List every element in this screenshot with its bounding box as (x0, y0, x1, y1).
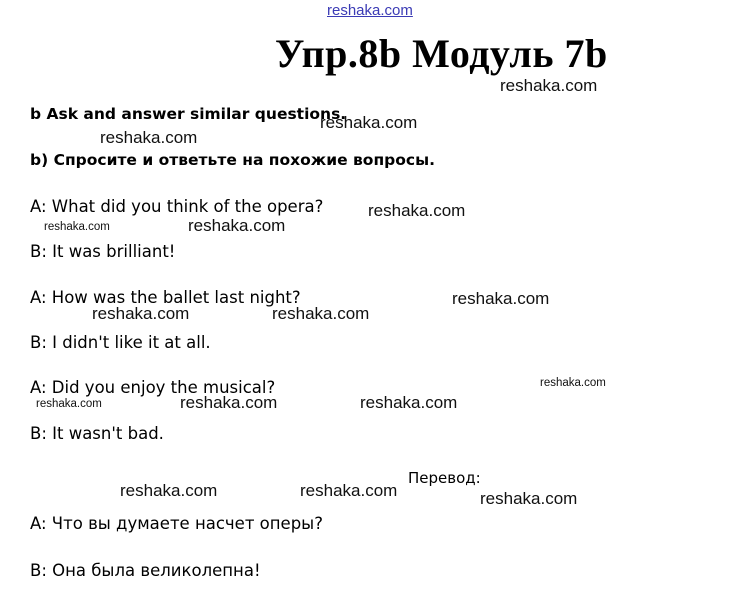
watermark: reshaka.com (120, 481, 218, 500)
translation-label: Перевод: (408, 469, 481, 487)
watermark: reshaka.com (180, 393, 278, 412)
watermark: reshaka.com (272, 304, 370, 323)
page-title: Упр.8b Модуль 7b (275, 31, 608, 76)
dialogue-line-2: B: It was brilliant! (30, 242, 176, 261)
watermark: reshaka.com (500, 76, 598, 95)
dialogue-line-5: A: Did you enjoy the musical? (30, 378, 276, 397)
watermark: reshaka.com (452, 289, 550, 308)
watermark: reshaka.com (44, 221, 110, 233)
watermark: reshaka.com (188, 216, 286, 235)
dialogue-line-3: A: How was the ballet last night? (30, 288, 301, 307)
instruction-english: b Ask and answer similar questions. (30, 105, 347, 123)
dialogue-line-6: B: It wasn't bad. (30, 424, 164, 443)
watermark: reshaka.com (300, 481, 398, 500)
translation-line-1: A: Что вы думаете насчет оперы? (30, 514, 323, 533)
watermark: reshaka.com (36, 398, 102, 410)
watermark: reshaka.com (92, 304, 190, 323)
watermark: reshaka.com (480, 489, 578, 508)
dialogue-line-4: B: I didn't like it at all. (30, 333, 211, 352)
site-link[interactable]: reshaka.com (327, 2, 413, 19)
watermark: reshaka.com (540, 377, 606, 389)
translation-line-2: B: Она была великолепна! (30, 561, 261, 580)
instruction-russian: b) Спросите и ответьте на похожие вопросы. (30, 151, 435, 169)
watermark: reshaka.com (320, 113, 418, 132)
watermark: reshaka.com (368, 201, 466, 220)
watermark: reshaka.com (360, 393, 458, 412)
watermark: reshaka.com (100, 128, 198, 147)
dialogue-line-1: A: What did you think of the opera? (30, 197, 324, 216)
